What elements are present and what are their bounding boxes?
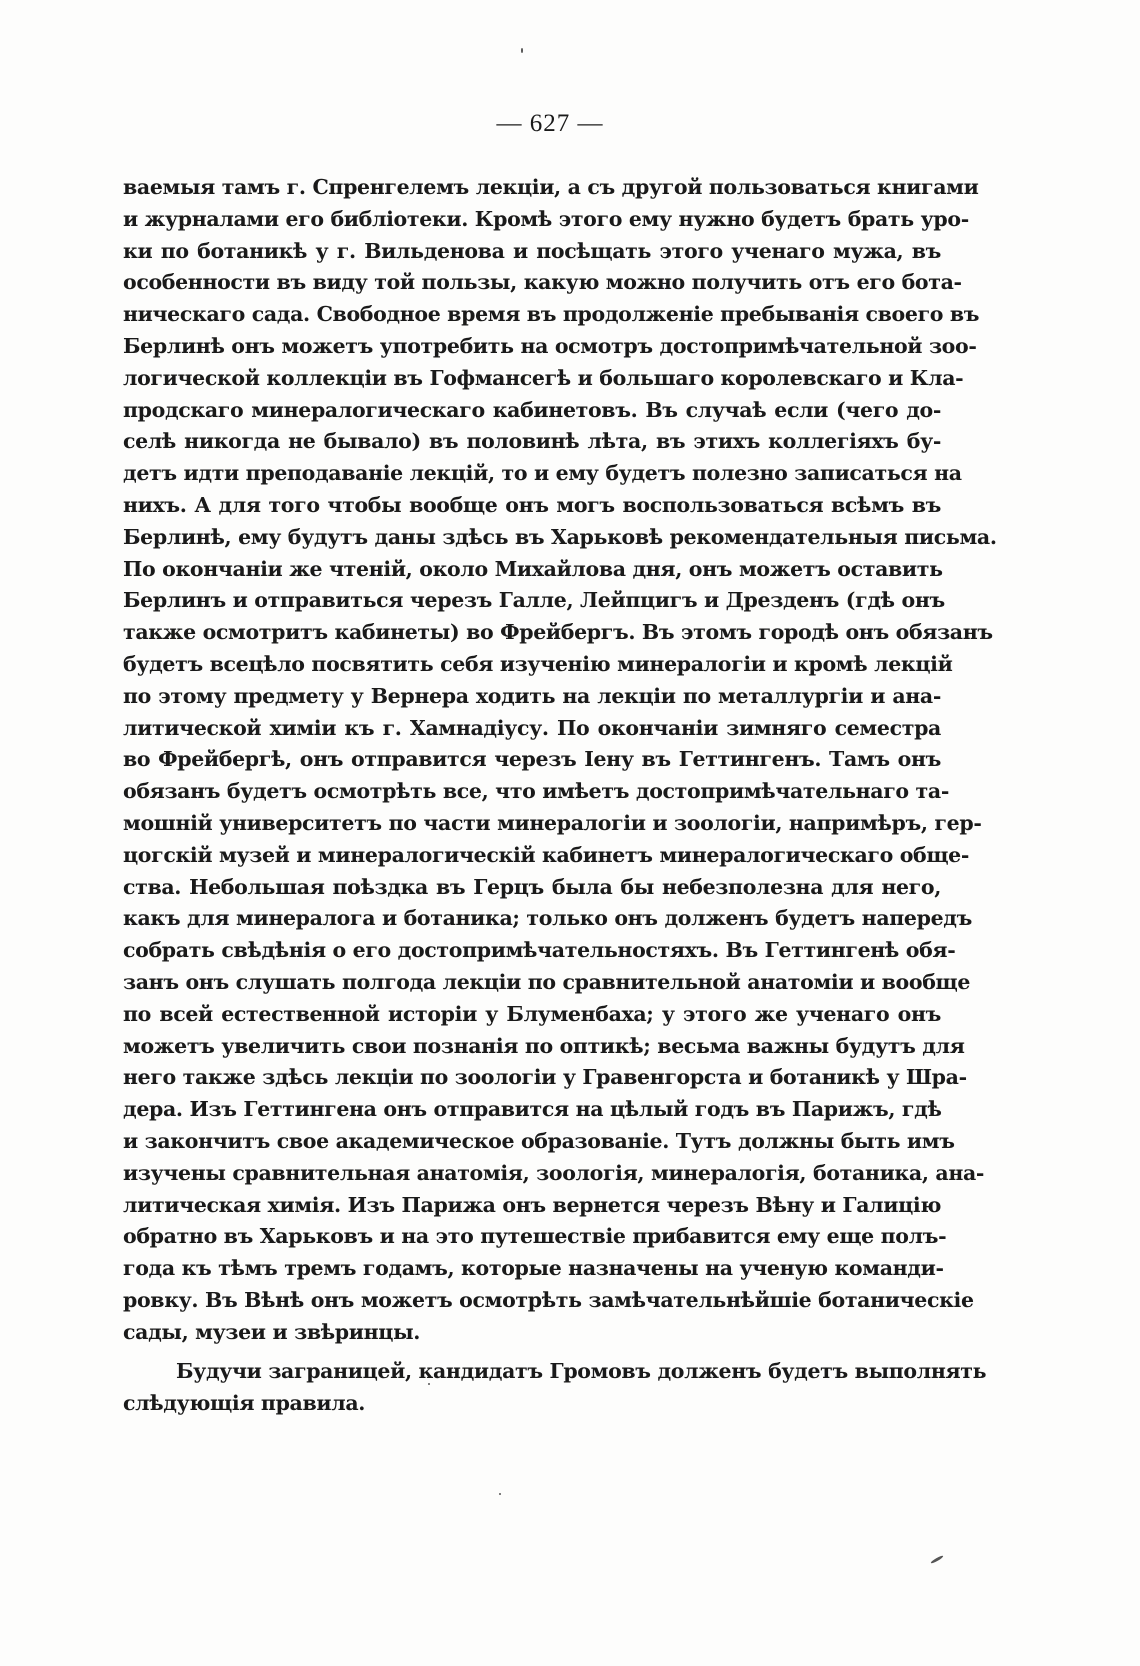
text-line: по этому предмету у Вернера ходить на лекціи по металлургіи и ана- (123, 683, 941, 708)
text-line: дера. Изъ Геттингена онъ отправится на цѣлый годъ въ Парижъ, гдѣ (123, 1097, 942, 1122)
text-line: слѣдующія правила. (123, 1391, 366, 1416)
text-line: ваемыя тамъ г. Спренгелемъ лекціи, а съ другой пользоваться книгами (123, 175, 979, 199)
text-line: литическая химія. Изъ Парижа онъ вернется черезъ Вѣну и Галицію (123, 1192, 941, 1217)
text-line: изучены сравнительная анатомія, зоологія, минералогія, ботаника, ана- (123, 1160, 985, 1185)
text-line: мошній университетъ по части минералогіи и зоологіи, напримѣръ, гер- (123, 810, 982, 835)
text-line: можетъ увеличить свои познанія по оптикѣ; весьма важны будутъ для (123, 1033, 965, 1058)
text-line: детъ идти преподаваніе лекцій, то и ему будетъ полезно записаться на (123, 461, 962, 486)
text-line: обязанъ будетъ осмотрѣть все, что имѣетъ достопримѣчательнаго та- (123, 779, 949, 804)
text-line: По окончаніи же чтеній, около Михайлова дня, онъ можетъ оставить (123, 556, 943, 581)
text-line: по всей естественной исторіи у Блуменбаха; у этого же ученаго онъ (123, 1001, 941, 1026)
text-line: ническаго сада. Свободное время въ продолженіе пребыванія своего въ (123, 302, 980, 327)
text-line: обратно въ Харьковъ и на это путешествіе прибавится ему еще полъ- (123, 1224, 947, 1249)
text-line: и журналами его библіотеки. Кромѣ этого ему нужно будетъ брать уро- (123, 206, 969, 231)
text-line: продскаго минералогическаго кабинетовъ. Въ случаѣ если (чего до- (123, 397, 941, 422)
text-line: цогскій музей и минералогическій кабинетъ минералогическаго обще- (123, 842, 970, 867)
text-line: года къ тѣмъ тремъ годамъ, которые назначены на ученую команди- (123, 1256, 944, 1281)
page-number: — 627 — (496, 110, 604, 137)
print-speck (930, 1555, 944, 1565)
text-line: него также здѣсь лекціи по зоологіи у Гравенгорста и ботаникѣ у Шра- (123, 1065, 967, 1090)
text-line: и закончитъ свое академическое образованіе. Тутъ должны быть имъ (123, 1128, 955, 1153)
text-line: занъ онъ слушать полгода лекціи по сравнительной анатоміи и вообще (123, 969, 971, 994)
text-line: нихъ. А для того чтобы вообще онъ могъ воспользоваться всѣмъ въ (123, 492, 941, 517)
text-line: селѣ никогда не бывало) въ половинѣ лѣта, въ этихъ коллегіяхъ бу- (123, 429, 941, 454)
text-line: ровку. Въ Вѣнѣ онъ можетъ осмотрѣть замѣчательнѣйшіе ботаническіе (123, 1287, 974, 1312)
text-line: сады, музеи и звѣринцы. (123, 1319, 421, 1344)
text-line: ства. Небольшая поѣздка въ Герцъ была бы небезполезна для него, (123, 874, 941, 899)
print-speck (428, 1383, 430, 1385)
text-line: Берлинѣ онъ можетъ употребить на осмотръ достопримѣчательной зоо- (123, 333, 977, 358)
text-line: литической химіи къ г. Хамнадіусу. По окончаніи зимняго семестра (123, 715, 941, 740)
text-line: ки по ботаникѣ у г. Вильденова и посѣщать этого ученаго мужа, въ (123, 238, 941, 263)
text-line: особенности въ виду той пользы, какую можно получить отъ его бота- (123, 270, 962, 295)
text-line: Берлинѣ, ему будутъ даны здѣсь въ Харьковѣ рекомендательныя письма. (123, 524, 997, 549)
text-line: собрать свѣдѣнія о его достопримѣчательностяхъ. Въ Геттингенѣ обя- (123, 938, 956, 963)
text-line: Будучи заграницей, кандидатъ Громовъ долженъ будетъ выполнять (176, 1359, 987, 1384)
paragraph-2 (123, 1356, 987, 1420)
print-speck (521, 48, 523, 53)
body-text (123, 172, 997, 1420)
text-line: во Фрейбергѣ, онъ отправится черезъ Іену въ Геттингенъ. Тамъ онъ (123, 747, 941, 772)
text-line: будетъ всецѣло посвятить себя изученію минералогіи и кромѣ лекцій (123, 651, 953, 676)
print-speck (499, 1493, 501, 1495)
text-line: Берлинъ и отправиться черезъ Галле, Лейпцигъ и Дрезденъ (гдѣ онъ (123, 588, 945, 613)
text-line: какъ для минералога и ботаника; только онъ долженъ будетъ напередъ (123, 906, 972, 931)
paragraph-1 (123, 172, 997, 1348)
text-line: логической коллекціи въ Гофмансегѣ и большаго королевскаго и Кла- (123, 365, 964, 390)
text-line: также осмотритъ кабинеты) во Фрейбергъ. Въ этомъ городѣ онъ обязанъ (123, 620, 993, 645)
